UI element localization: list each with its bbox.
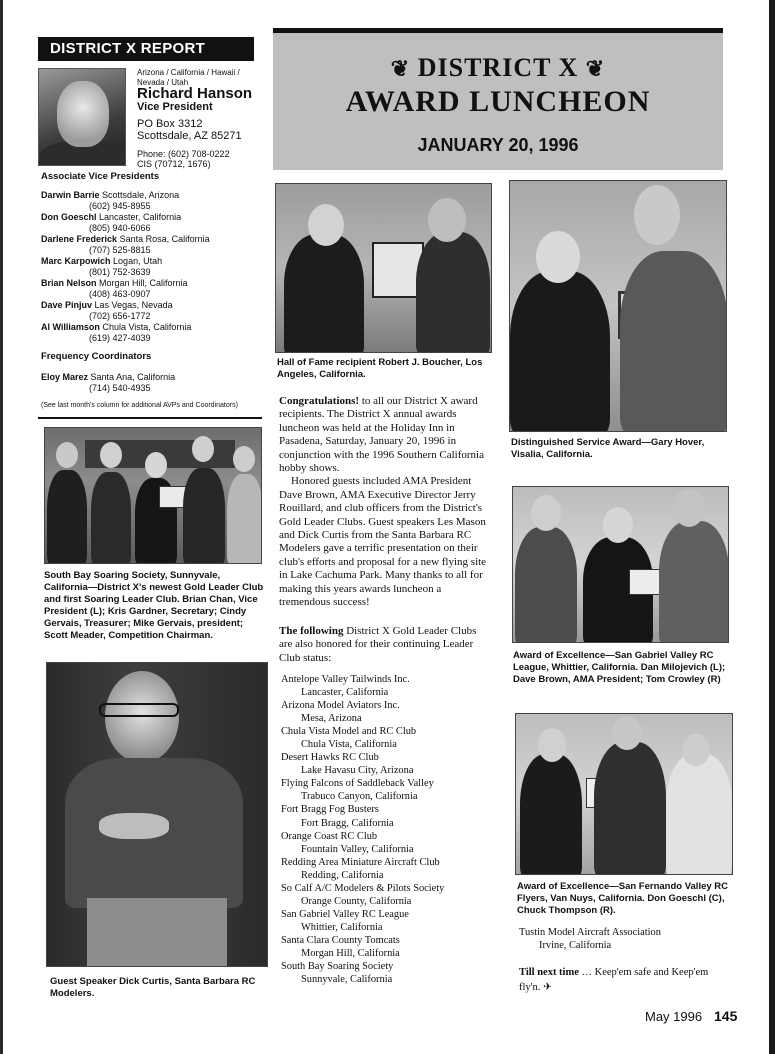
vp-states: Arizona / California / Hawaii / Nevada / Utah xyxy=(137,68,240,87)
list-item: Al Williamson Chula Vista, California (619) 427-4039 xyxy=(41,322,192,343)
list-item: Marc Karpowich Logan, Utah (801) 752-3639 xyxy=(41,256,163,277)
vp-title: Vice President xyxy=(137,101,213,113)
luncheon-banner xyxy=(273,28,723,170)
see-last-note: (See last month's column for additional AVPs and Coordinators) xyxy=(41,402,238,409)
avp-heading: Associate Vice Presidents xyxy=(41,171,160,182)
list-item: South Bay Soaring Society Sunnyvale, California xyxy=(281,961,394,986)
list-item: Darwin Barrie Scottsdale, Arizona (602) 945-8955 xyxy=(41,190,180,211)
hof-caption: Hall of Fame recipient Robert J. Boucher, Los Angeles, California. xyxy=(277,357,483,380)
paragraph: Honored guests included AMA President Dave Brown, AMA Executive Director Jerry Rouillard, and club officers from the District's Gold Leader Clubs. Guest speakers Les Mason and Dick Curtis from the Santa Barbara RC Modelers gave a terrific presentation on their club's efforts and proposal for a new flying site in Lake Cachuma Park. Many thanks to all for making this years awards luncheon a tremendous success! xyxy=(279,475,487,609)
fleuron-left-icon: ❦ xyxy=(390,56,411,81)
list-item: Redding Area Miniature Aircraft Club Redding, California xyxy=(281,856,440,881)
list-item: Chula Vista Model and RC Club Chula Vista, California xyxy=(281,726,417,751)
gold-leader-club-list xyxy=(281,673,491,986)
list-item: Tustin Model Aircraft Association Irvine, California xyxy=(519,927,661,952)
list-item: Fort Bragg Fog Busters Fort Bragg, California xyxy=(281,804,394,829)
page-edge-right xyxy=(769,0,775,1054)
banner-date: JANUARY 20, 1996 xyxy=(417,135,579,155)
list-item: Brian Nelson Morgan Hill, California (408) 463-0907 xyxy=(41,278,188,299)
list-item: Arizona Model Aviators Inc. Mesa, Arizona xyxy=(281,700,400,725)
list-item: Flying Falcons of Saddleback Valley Trabuco Canyon, California xyxy=(281,778,434,803)
article-body xyxy=(279,395,492,610)
sign-off: Till next time … Keep'em safe and Keep'em fly'n. ✈ xyxy=(519,967,709,993)
fleuron-right-icon: ❦ xyxy=(585,56,606,81)
south-bay-group-photo xyxy=(44,427,262,564)
aoe-sgv-caption: Award of Excellence—San Gabriel Valley RC League, Whittier, California. Dan Milojevich (L); Dave Brown, AMA President; Tom Crowley (R) xyxy=(513,650,726,685)
freq-coordinator xyxy=(41,372,261,394)
gold-leader-intro: The following District X Gold Leader Clubs are also honored for their continuing Leader Club status: xyxy=(279,625,477,664)
banner-title-line1: ❦ DISTRICT X ❦ xyxy=(390,53,606,82)
list-item: Santa Clara County Tomcats Morgan Hill, California xyxy=(281,934,400,959)
distinguished-service-photo xyxy=(509,180,727,432)
avp-list xyxy=(41,190,261,344)
paragraph: Congratulations! to all our District X award recipients. The District X annual awards luncheon was held at the Holiday Inn in Pasadena, Saturday, January 20, 1996 in conjunction with the 1996 Southern California hobby shows. xyxy=(279,395,484,475)
aoe-sfv-caption: Award of Excellence—San Fernando Valley RC Flyers, Van Nuys, California. Don Goeschl (C), Chuck Thompson (R). xyxy=(517,881,729,916)
vp-name: Richard Hanson xyxy=(137,85,253,102)
list-item: Eloy Marez Santa Ana, California (714) 540-4935 xyxy=(41,372,176,393)
freq-heading: Frequency Coordinators xyxy=(41,351,152,362)
page-edge-left xyxy=(0,0,3,1054)
dsa-caption: Distinguished Service Award—Gary Hover, Visalia, California. xyxy=(511,437,705,460)
list-item: So Calf A/C Modelers & Pilots Society Orange County, California xyxy=(281,882,445,907)
issue-date: May 1996 xyxy=(645,1009,703,1024)
vp-portrait-photo xyxy=(38,68,126,166)
airplane-icon: ✈ xyxy=(543,982,552,993)
list-item: San Gabriel Valley RC League Whittier, California xyxy=(281,908,409,933)
page-number: 145 xyxy=(714,1008,738,1024)
curtis-caption: Guest Speaker Dick Curtis, Santa Barbara RC Modelers. xyxy=(50,976,256,999)
hall-of-fame-photo xyxy=(275,183,492,353)
list-item: Dave Pinjuv Las Vegas, Nevada (702) 656-1772 xyxy=(41,300,173,321)
list-item: Darlene Frederick Santa Rosa, California (707) 525-8815 xyxy=(41,234,210,255)
tustin-club xyxy=(519,926,729,952)
south-bay-caption: South Bay Soaring Society, Sunnyvale, California—District X's newest Gold Leader Club and first Soaring Leader Club. Brian Chan, Vice President (L); Kris Gardner, Secretary; Cindy Gervais, Treasurer; Mike Gervais, president; Scott Meader, Competition Chairman. xyxy=(44,570,264,641)
district-report-title: DISTRICT X REPORT xyxy=(38,37,254,61)
vp-address-line1: PO Box 3312 xyxy=(137,118,203,130)
list-item: Orange Coast RC Club Fountain Valley, California xyxy=(281,830,414,855)
list-item: Don Goeschl Lancaster, California (805) 940-6066 xyxy=(41,212,182,233)
vp-cis: CIS (70712, 1676) xyxy=(137,159,211,169)
divider xyxy=(38,417,262,419)
award-excellence-sfv-photo xyxy=(515,713,733,875)
award-excellence-sgv-photo xyxy=(512,486,729,643)
banner-title-line2: AWARD LUNCHEON xyxy=(345,85,651,118)
dick-curtis-photo xyxy=(46,662,268,967)
list-item: Desert Hawks RC Club Lake Havasu City, Arizona xyxy=(281,752,414,777)
vp-phone: Phone: (602) 708-0222 xyxy=(137,149,230,159)
vp-address-line2: Scottsdale, AZ 85271 xyxy=(137,130,242,142)
list-item: Antelope Valley Tailwinds Inc. Lancaster, California xyxy=(281,674,410,699)
